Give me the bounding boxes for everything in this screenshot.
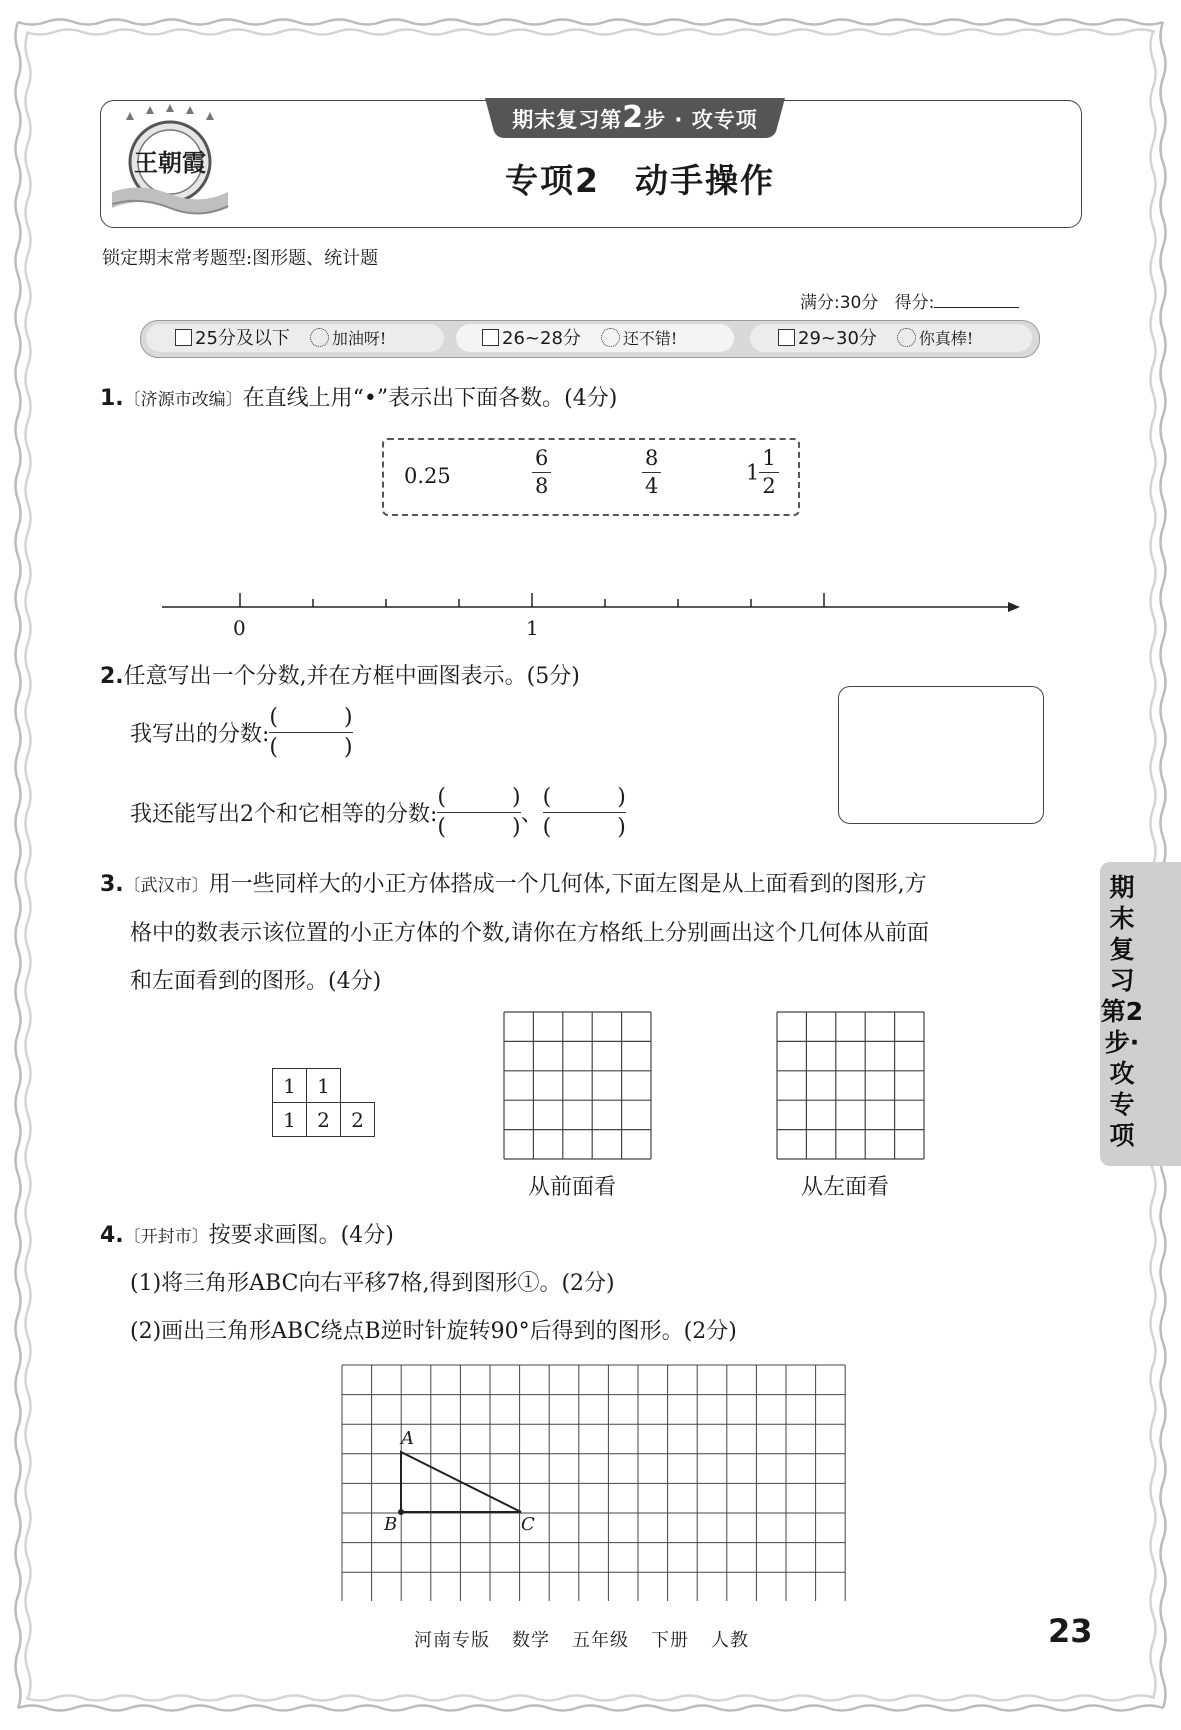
question-4-part-2: (2)画出三角形ABC绕点B逆时针旋转90°后得到的图形。(2分) [130, 1319, 737, 1344]
smile-face-icon [601, 328, 620, 347]
rating-item: 25分及以下 加油呀! [175, 326, 386, 352]
footer-info: 河南专版 数学 五年级 下册 人教 [414, 1630, 749, 1651]
checkbox[interactable] [482, 329, 499, 346]
number-fraction-2: $\frac{8}{4}$ [642, 448, 661, 497]
subtitle: 锁定期末常考题型:图形题、统计题 [102, 248, 379, 269]
front-view-caption: 从前面看 [528, 1175, 617, 1200]
front-view-grid[interactable] [503, 1011, 653, 1161]
question-3-line-2: 格中的数表示该位置的小正方体的个数,请你在方格纸上分别画出这个几何体从前面 [130, 921, 929, 946]
top-view-cell: 1 [307, 1069, 341, 1103]
answer-fraction[interactable]: $\frac{( )}{( )}$ [542, 785, 626, 841]
q2-line-1: 我写出的分数: $\frac{( )}{( )}$ [130, 705, 353, 761]
rating-item: 29~30分 你真棒! [778, 326, 973, 352]
brand-logo [110, 104, 230, 222]
left-view-caption: 从左面看 [801, 1175, 890, 1200]
question-4-part-1: (1)将三角形ABC向右平移7格,得到图形①。(2分) [130, 1271, 615, 1296]
question-4: 4.〔开封市〕按要求画图。(4分) [100, 1223, 394, 1248]
score-got-label: 得分: [894, 293, 935, 313]
page-title: 专项2 动手操作 [505, 161, 775, 200]
checkbox[interactable] [778, 329, 795, 346]
page-number: 23 [1048, 1612, 1093, 1650]
vertex-label-c: C [521, 1514, 535, 1535]
vertex-label-a: A [401, 1428, 414, 1449]
question-3: 3.〔武汉市〕用一些同样大的小正方体搭成一个几何体,下面左图是从上面看到的图形,方 [100, 872, 927, 897]
vertex-label-b: B [384, 1514, 398, 1535]
top-view-cell: 2 [307, 1103, 341, 1137]
rating-item: 26~28分 还不错! [482, 326, 677, 352]
top-view-empty [341, 1069, 375, 1103]
score-blank[interactable] [934, 291, 1019, 308]
axis-label-zero: 0 [233, 616, 246, 640]
top-view-grid [272, 1068, 375, 1137]
question-1: 1.〔济源市改编〕在直线上用“•”表示出下面各数。(4分) [100, 386, 618, 411]
point-b [398, 1509, 404, 1515]
question-3-line-3: 和左面看到的图形。(4分) [130, 969, 382, 994]
answer-fraction[interactable]: $\frac{( )}{( )}$ [269, 705, 353, 761]
top-view-cell: 1 [273, 1069, 307, 1103]
checkbox[interactable] [175, 329, 192, 346]
top-view-cell: 1 [273, 1103, 307, 1137]
axis-label-one: 1 [526, 616, 539, 640]
drawing-box[interactable] [838, 686, 1044, 824]
question-2: 2.任意写出一个分数,并在方框中画图表示。(5分) [100, 664, 580, 689]
svg-text:王朝霞: 王朝霞 [134, 148, 206, 177]
full-score-label: 满分:30分 [800, 293, 879, 313]
q2-line-2: 我还能写出2个和它相等的分数: $\frac{( )}{( )}$ 、 $\frac{( )}{( )}$ [130, 785, 626, 841]
number-line[interactable] [150, 585, 1030, 615]
cheer-face-icon [310, 328, 329, 347]
number-mixed: 1 $\frac{1}{2}$ [746, 448, 779, 497]
answer-fraction[interactable]: $\frac{( )}{( )}$ [437, 785, 521, 841]
drawing-grid[interactable] [341, 1364, 846, 1601]
left-view-grid[interactable] [776, 1011, 926, 1161]
side-tab-label: 期末复习第2步·攻专项 [1100, 873, 1144, 1150]
star-face-icon [897, 328, 916, 347]
score-line [800, 288, 1019, 313]
top-view-cell: 2 [341, 1103, 375, 1137]
triangle-abc [401, 1452, 521, 1512]
banner-step-label: 期末复习第2步 · 攻专项 [512, 100, 758, 135]
number-fraction-1: $\frac{6}{8}$ [532, 448, 551, 497]
number-decimal: 0.25 [404, 464, 451, 488]
